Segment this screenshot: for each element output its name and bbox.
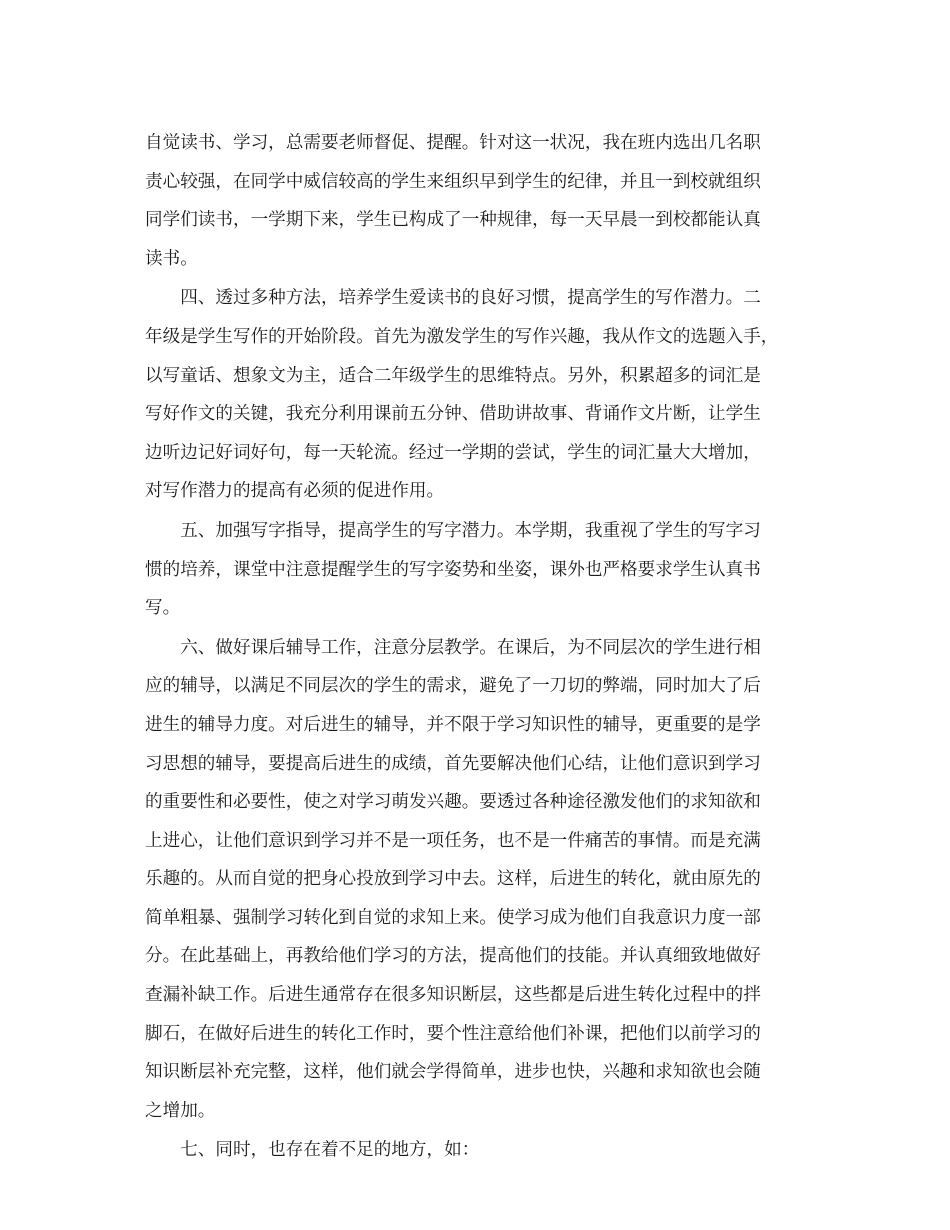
paragraph-reading-habit-continued bbox=[145, 124, 805, 278]
text-line: 乐趣的。从而自觉的把身心投放到学习中去。这样，后进生的转化，就由原先的 bbox=[145, 869, 761, 890]
text-line: 写。 bbox=[145, 598, 181, 619]
text-line: 习思想的辅导，要提高后进生的成绩，首先要解决他们心结，让他们意识到学习 bbox=[145, 753, 761, 774]
text-line: 写好作文的关键，我充分利用课前五分钟、借助讲故事、背诵作文片断，让学生 bbox=[145, 404, 761, 425]
text-line: 知识断层补充完整，这样，他们就会学得简单，进步也快，兴趣和求知欲也会随 bbox=[145, 1062, 761, 1083]
paragraph-section-seven bbox=[145, 1131, 805, 1170]
text-line: 同学们读书，一学期下来，学生已构成了一种规律，每一天早晨一到校都能认真 bbox=[145, 210, 761, 231]
paragraph-section-four bbox=[145, 279, 805, 511]
text-line: 边听边记好词好句，每一天轮流。经过一学期的尝试，学生的词汇量大大增加， bbox=[145, 442, 761, 463]
text-line: 简单粗暴、强制学习转化到自觉的求知上来。使学习成为他们自我意识力度一部 bbox=[145, 907, 761, 928]
text-line: 的重要性和必要性，使之对学习萌发兴趣。要透过各种途径激发他们的求知欲和 bbox=[145, 792, 761, 813]
text-line: 分。在此基础上，再教给他们学习的方法，提高他们的技能。并认真细致地做好 bbox=[145, 946, 761, 967]
text-line: 年级是学生写作的开始阶段。首先为激发学生的写作兴趣，我从作文的选题入手， bbox=[145, 326, 779, 347]
text-line: 应的辅导，以满足不同层次的学生的需求，避免了一刀切的弊端，同时加大了后 bbox=[145, 676, 761, 697]
paragraph-section-five bbox=[145, 512, 805, 628]
text-line: 进生的辅导力度。对后进生的辅导，并不限于学习知识性的辅导，更重要的是学 bbox=[145, 714, 761, 735]
text-line: 六、做好课后辅导工作，注意分层教学。在课后，为不同层次的学生进行相 bbox=[145, 637, 761, 658]
text-line: 之增加。 bbox=[145, 1100, 216, 1121]
text-line: 对写作潜力的提高有必须的促进作用。 bbox=[145, 481, 445, 502]
text-line: 四、透过多种方法，培养学生爱读书的良好习惯，提高学生的写作潜力。二 bbox=[145, 288, 761, 309]
text-line: 七、同时，也存在着不足的地方，如： bbox=[145, 1140, 480, 1161]
text-line: 查漏补缺工作。后进生通常存在很多知识断层，这些都是后进生转化过程中的拌 bbox=[145, 985, 761, 1006]
text-line: 上进心，让他们意识到学习并不是一项任务，也不是一件痛苦的事情。而是充满 bbox=[145, 830, 761, 851]
text-line: 五、加强写字指导，提高学生的写字潜力。本学期，我重视了学生的写字习 bbox=[145, 520, 761, 541]
text-line: 脚石，在做好后进生的转化工作时，要个性注意给他们补课，把他们以前学习的 bbox=[145, 1023, 761, 1044]
text-line: 责心较强，在同学中威信较高的学生来组织早到学生的纪律，并且一到校就组织 bbox=[145, 171, 761, 192]
document-body bbox=[145, 124, 805, 1171]
paragraph-section-six bbox=[145, 629, 805, 1131]
text-line: 以写童话、想象文为主，适合二年级学生的思维特点。另外，积累超多的词汇是 bbox=[145, 365, 761, 386]
text-line: 惯的培养，课堂中注意提醒学生的写字姿势和坐姿，课外也严格要求学生认真书 bbox=[145, 559, 761, 580]
text-line: 读书。 bbox=[145, 248, 198, 269]
text-line: 自觉读书、学习，总需要老师督促、提醒。针对这一状况，我在班内选出几名职 bbox=[145, 133, 761, 153]
